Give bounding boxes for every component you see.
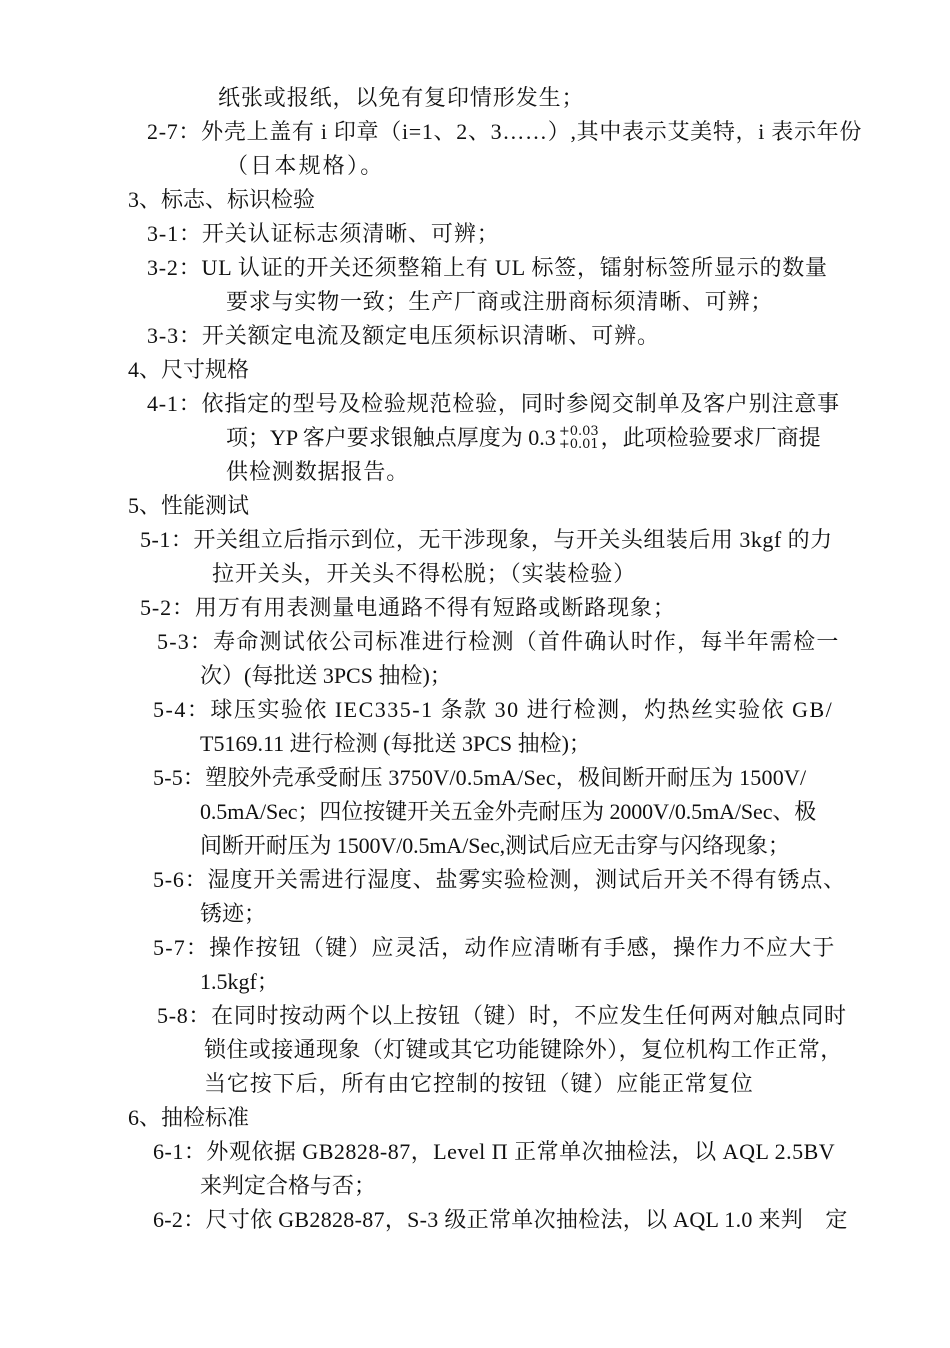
- tolerance-lower: +0.01: [558, 436, 599, 452]
- tolerance-stack: [559, 425, 599, 451]
- text-line: 锈迹；: [200, 901, 267, 926]
- tolerance-upper: +0.03: [558, 423, 599, 439]
- text-line: 5-1：开关组立后指示到位，无干涉现象，与开关头组装后用 3kgf 的力: [140, 527, 833, 552]
- text-line: 5-6：湿度开关需进行湿度、盐雾实验检测，测试后开关不得有锈点、: [153, 867, 846, 892]
- text-line: 纸张或报纸，以免有复印情形发生；: [218, 85, 585, 110]
- text-segment: 项；YP 客户要求银触点厚度为 0.3: [226, 425, 556, 450]
- section-heading: 6、抽检标准: [128, 1105, 250, 1130]
- text-line: 4-1：依指定的型号及检验规范检验，同时参阅交制单及客户别注意事: [147, 391, 840, 416]
- text-line: 间断开耐压为 1500V/0.5mA/Sec,测试后应无击穿与闪络现象；: [200, 833, 790, 858]
- text-line: 0.5mA/Sec；四位按键开关五金外壳耐压为 2000V/0.5mA/Sec、极: [200, 799, 817, 824]
- text-line-with-tolerance: [226, 423, 821, 453]
- text-segment: ，此项检验要求厂商提: [600, 425, 821, 450]
- text-line: 锁住或接通现象（灯键或其它功能键除外），复位机构工作正常，: [204, 1037, 843, 1062]
- text-line: 次）(每批送 3PCS 抽检)；: [200, 663, 452, 688]
- text-line: 当它按下后，所有由它控制的按钮（键）应能正常复位: [204, 1071, 754, 1096]
- text-line: 1.5kgf；: [200, 969, 279, 994]
- text-line: 6-1：外观依据 GB2828-87，Level Π 正常单次抽检法，以 AQL 2.5BV: [153, 1139, 836, 1164]
- text-line: 3-2：UL 认证的开关还须整箱上有 UL 标签，镭射标签所显示的数量: [147, 255, 828, 280]
- text-line: 5-8：在同时按动两个以上按钮（键）时，不应发生任何两对触点同时: [157, 1003, 847, 1028]
- text-line: （日本规格）。: [226, 153, 385, 178]
- text-line: 来判定合格与否；: [200, 1173, 377, 1198]
- text-line: 5-7：操作按钮（键）应灵活，动作应清晰有手感，操作力不应大于: [153, 935, 836, 960]
- text-line: 供检测数据报告。: [226, 459, 410, 484]
- text-line: 5-5：塑胶外壳承受耐压 3750V/0.5mA/Sec，极间断开耐压为 1500V/: [153, 765, 807, 790]
- text-line: 要求与实物一致；生产厂商或注册商标须清晰、可辨；: [226, 289, 774, 314]
- text-line: 5-4：球压实验依 IEC335-1 条款 30 进行检测，灼热丝实验依 GB/: [153, 697, 834, 722]
- section-heading: 5、性能测试: [128, 493, 250, 518]
- text-line: 6-2：尺寸依 GB2828-87，S-3 级正常单次抽检法，以 AQL 1.0 来判 定: [153, 1207, 848, 1232]
- text-line: 3-3：开关额定电流及额定电压须标识清晰、可辨。: [147, 323, 660, 348]
- text-line: 5-3：寿命测试依公司标准进行检测（首件确认时作，每半年需检一: [157, 629, 840, 654]
- text-line: 拉开关头，开关头不得松脱；（实装检验）: [212, 561, 637, 586]
- text-line: 2-7：外壳上盖有 i 印章（i=1、2、3……）,其中表示艾美特，i 表示年份: [147, 119, 863, 144]
- text-line: 3-1：开关认证标志须清晰、可辨；: [147, 221, 500, 246]
- text-line: 5-2：用万有用表测量电通路不得有短路或断路现象；: [140, 595, 676, 620]
- text-line: T5169.11 进行检测 (每批送 3PCS 抽检)；: [200, 731, 591, 756]
- section-heading: 3、标志、标识检验: [128, 187, 316, 212]
- section-heading: 4、尺寸规格: [128, 357, 250, 382]
